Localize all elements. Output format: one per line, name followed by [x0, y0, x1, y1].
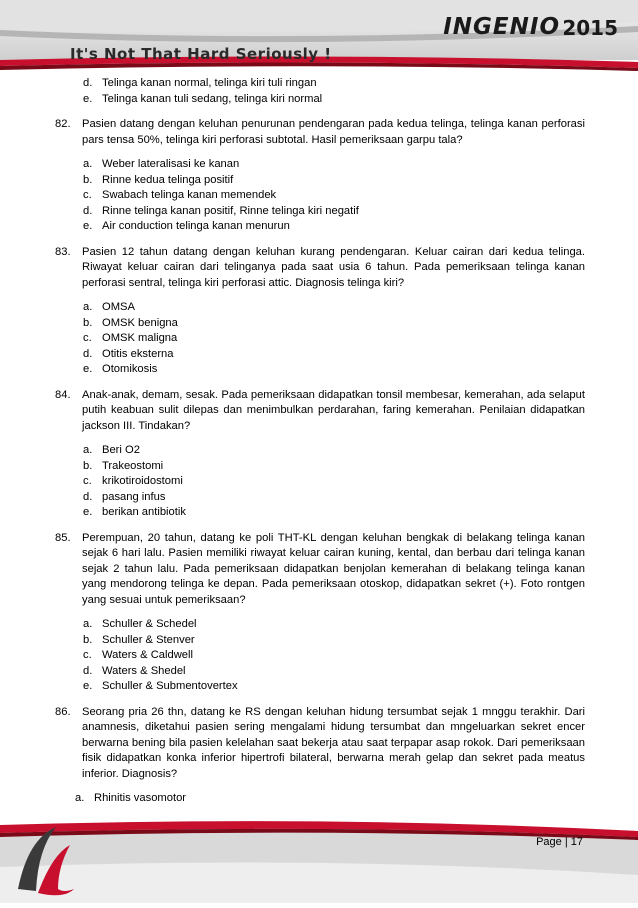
question-82 [55, 117, 585, 148]
option-letter: c. [83, 475, 92, 487]
option-item [83, 443, 585, 459]
option-text: OMSA [102, 301, 135, 313]
carryover-options [55, 76, 585, 107]
page-number: Page | 17 [536, 836, 583, 848]
option-item [83, 474, 585, 490]
option-item [83, 633, 585, 649]
brand-year: 2015 [562, 16, 618, 40]
option-text: Beri O2 [102, 444, 140, 456]
option-text: pasang infus [102, 490, 166, 503]
page-footer [0, 815, 638, 903]
options-84 [55, 443, 585, 521]
option-letter: a. [83, 158, 93, 170]
option-text: Schuller & Stenver [102, 633, 195, 646]
option-item [83, 617, 585, 633]
option-letter: b. [83, 316, 93, 329]
question-84 [55, 388, 585, 435]
footer-swoosh-graphic [0, 815, 638, 903]
option-letter: c. [83, 332, 92, 344]
option-item [83, 459, 585, 475]
option-text: krikotiroidostomi [102, 475, 183, 487]
question-text: Perempuan, 20 tahun, datang ke poli THT-KL dengan keluhan bengkak di belakang telinga kanan sejak 6 hari lalu. Pasien memiliki riwayat keluar cairan kuning, kental, dan berbau dari telinga kanan sejak 2 tahun lalu. Pada pemeriksaan didapatkan benjolan kemerahan di belakang telinga kanan yang mendorong telinga ke depan. Pada pemeriksaan otoskop, didapatkan sekret (+). Foto rontgen yang sesuai untuk pemeriksaan? [82, 531, 585, 606]
option-letter: a. [75, 792, 85, 804]
question-number: 86. [55, 705, 71, 718]
option-letter: d. [83, 490, 93, 503]
option-item [83, 505, 585, 521]
option-letter: d. [83, 204, 93, 217]
header-tagline: It's Not That Hard Seriously ! [70, 45, 332, 63]
question-text: Seorang pria 26 thn, datang ke RS dengan keluhan hidung tersumbat sejak 1 mnggu terakhir. Dari anamnesis, diketahui pasien sering mengalami hidung tersumbat dan mngeluarkan sekret encer berwarna bening bila pasien kelelahan saat bekerja atau saat terpapar asap rokok. Dari pemeriksaan fisik didapatkan konka inferior hipertrofi bilateral, berwarna merah gelap dan sekret pada meatus inferior. Diagnosis? [82, 705, 585, 780]
question-83 [55, 245, 585, 292]
question-86 [55, 705, 585, 783]
options-85 [55, 617, 585, 695]
option-item [83, 347, 585, 363]
option-item [83, 204, 585, 220]
option-text: Schuller & Submentovertex [102, 680, 238, 692]
option-letter: a. [83, 618, 93, 630]
option-text: Telinga kanan normal, telinga kiri tuli ringan [102, 77, 317, 89]
option-text: Otomikosis [102, 363, 158, 375]
question-number: 82. [55, 118, 71, 130]
option-letter: d. [83, 664, 93, 677]
option-text: Schuller & Schedel [102, 618, 197, 630]
page-header [0, 0, 638, 75]
question-text: Anak-anak, demam, sesak. Pada pemeriksaan didapatkan tonsil membesar, kemerahan, ada selaput putih keabuan sulit dilepas dan menimbulkan perdarahan, faring kemerahan. Penilaian didapatkan jackson III. Tindakan? [82, 388, 585, 432]
document-body [55, 76, 585, 807]
option-text: Air conduction telinga kanan menurun [102, 220, 290, 232]
option-item [83, 157, 585, 173]
option-letter: e. [83, 92, 93, 105]
option-text: OMSK maligna [102, 332, 178, 344]
options-82 [55, 157, 585, 235]
options-83 [55, 300, 585, 378]
option-item [83, 316, 585, 332]
option-item [83, 648, 585, 664]
option-letter: b. [83, 633, 93, 646]
option-text: Rhinitis vasomotor [94, 792, 187, 804]
option-item [83, 664, 585, 680]
option-letter: e. [83, 680, 93, 692]
option-letter: c. [83, 189, 92, 201]
option-item [83, 173, 585, 189]
option-letter: d. [83, 77, 93, 89]
option-text: Weber lateralisasi ke kanan [102, 158, 240, 170]
option-letter: b. [83, 173, 93, 186]
option-text: Rinne kedua telinga positif [102, 173, 234, 186]
option-text: Telinga kanan tuli sedang, telinga kiri normal [102, 92, 323, 105]
option-text: Swabach telinga kanan memendek [102, 189, 277, 201]
option-letter: e. [83, 363, 93, 375]
il-logo-icon [8, 819, 78, 899]
question-text: Pasien 12 tahun datang dengan keluhan kurang pendengaran. Keluar cairan dari kedua telinga. Riwayat keluar cairan dari telinganya pada saat usia 6 tahun. Pada pemeriksaan telinga kanan perforasi sentral, telinga kiri perforasi attic. Diagnosis telinga kiri? [82, 245, 585, 289]
option-letter: c. [83, 649, 92, 661]
option-letter: e. [83, 220, 93, 232]
option-item [83, 362, 585, 378]
option-item [75, 791, 585, 807]
option-text: Rinne telinga kanan positif, Rinne telinga kiri negatif [102, 204, 359, 217]
option-text: berikan antibiotik [102, 506, 186, 518]
option-letter: a. [83, 444, 93, 456]
option-item [83, 219, 585, 235]
option-item [83, 679, 585, 695]
option-text: OMSK benigna [102, 316, 178, 329]
option-item [83, 331, 585, 347]
question-number: 84. [55, 388, 71, 401]
option-text: Trakeostomi [102, 459, 164, 472]
question-number: 83. [55, 245, 71, 258]
option-text: Waters & Caldwell [102, 649, 193, 661]
brand-name: INGENIO [443, 14, 560, 40]
question-number: 85. [55, 531, 71, 544]
option-item [83, 76, 585, 92]
option-letter: e. [83, 506, 93, 518]
option-letter: a. [83, 301, 93, 313]
option-item [83, 92, 585, 108]
option-letter: d. [83, 347, 93, 360]
option-item [83, 490, 585, 506]
options-86 [55, 791, 585, 807]
question-85 [55, 531, 585, 609]
option-text: Waters & Shedel [102, 664, 186, 677]
option-item [83, 300, 585, 316]
option-text: Otitis eksterna [102, 347, 174, 360]
option-item [83, 188, 585, 204]
question-text: Pasien datang dengan keluhan penurunan pendengaran pada kedua telinga, telinga kanan perforasi pars tensa 50%, telinga kiri perforasi subtotal. Hasil pemeriksaan garpu tala? [82, 118, 585, 146]
option-letter: b. [83, 459, 93, 472]
